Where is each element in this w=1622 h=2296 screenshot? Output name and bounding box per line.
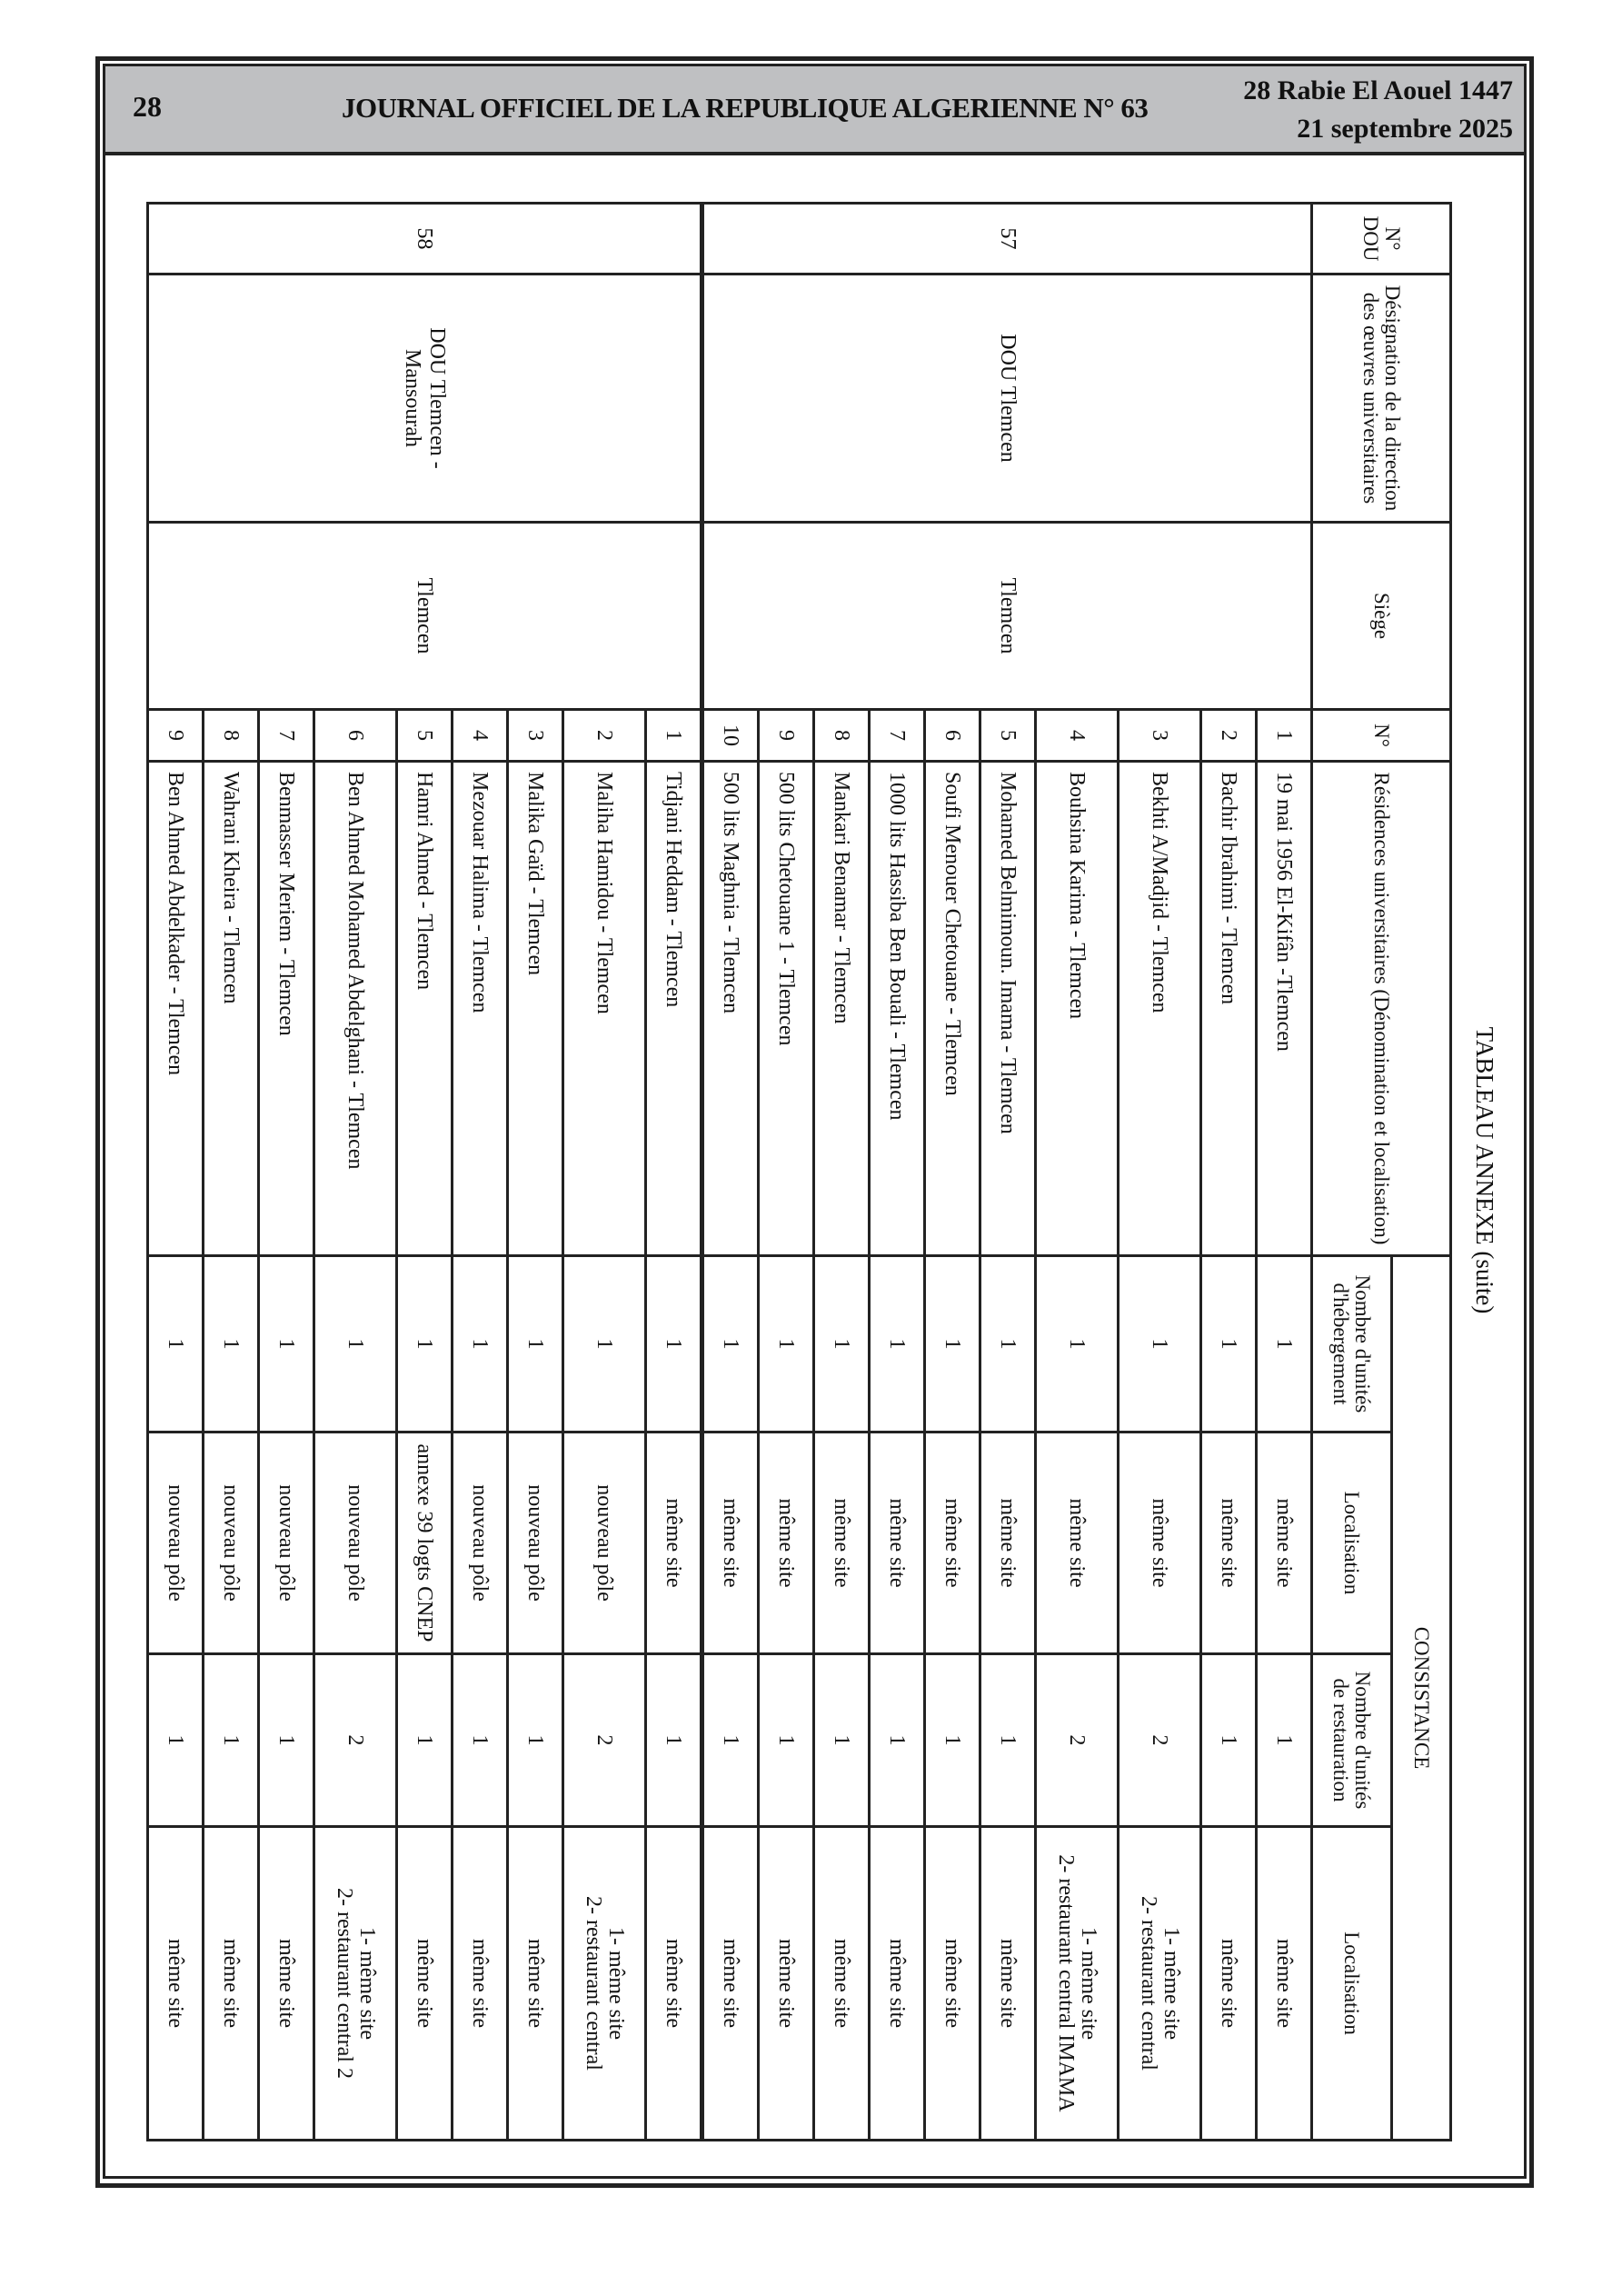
restauration-location: [453, 1827, 508, 2141]
restauration-location-line: même site: [219, 1939, 244, 2028]
col-header-consistance: CONSISTANCE: [1392, 1256, 1451, 2141]
table-row: [646, 204, 702, 2141]
restauration-location: [870, 1827, 925, 2141]
restauration-location: [646, 1827, 702, 2141]
restauration-count: 1: [1201, 1654, 1257, 1827]
residence-name: Mohamed Belmimoun. Imama - Tlemcen: [980, 762, 1036, 1256]
hebergement-location: nouveau pôle: [563, 1433, 646, 1654]
col-header-dou-no: N° DOU: [1312, 204, 1451, 275]
restauration-location-line: même site: [719, 1939, 743, 2028]
hebergement-count: 1: [314, 1256, 397, 1433]
residence-number: 2: [1201, 710, 1257, 762]
hebergement-count: 1: [814, 1256, 870, 1433]
table-row: [1257, 204, 1312, 2141]
dou-siege: Tlemcen: [148, 523, 702, 710]
restauration-count: 1: [759, 1654, 814, 1827]
residence-name: 500 lits Maghnia - Tlemcen: [702, 762, 759, 1256]
hebergement-count: 1: [1036, 1256, 1119, 1433]
residence-number: 4: [1036, 710, 1119, 762]
annex-table: [146, 202, 1452, 2141]
residence-number: 1: [646, 710, 702, 762]
hebergement-count: 1: [646, 1256, 702, 1433]
restauration-location-line: 2- restaurant central 2: [333, 1888, 356, 2079]
restauration-count: 1: [259, 1654, 314, 1827]
restauration-location: [259, 1827, 314, 2141]
restauration-location: [814, 1827, 870, 2141]
residence-number: 7: [259, 710, 314, 762]
residence-name: Malika Gaïd - Tlemcen: [508, 762, 563, 1256]
restauration-count: 2: [1119, 1654, 1201, 1827]
hebergement-count: 1: [508, 1256, 563, 1433]
hebergement-location: même site: [759, 1433, 814, 1654]
col-header-siege: Siège: [1312, 523, 1451, 710]
residence-number: 9: [759, 710, 814, 762]
restauration-count: 1: [814, 1654, 870, 1827]
restauration-location-line: 2- restaurant central: [582, 1896, 605, 2071]
restauration-location-line: même site: [774, 1939, 799, 2028]
dou-designation: DOU Tlemcen: [702, 275, 1312, 523]
restauration-location-line: même site: [996, 1939, 1020, 2028]
residence-number: 2: [563, 710, 646, 762]
hebergement-location: nouveau pôle: [314, 1433, 397, 1654]
restauration-location-line: même site: [468, 1939, 493, 2028]
hebergement-count: 1: [925, 1256, 980, 1433]
hijri-date: 28 Rabie El Aouel 1447: [1243, 75, 1513, 105]
restauration-location-line: même site: [413, 1939, 437, 2028]
residence-name: Hamri Ahmed - Tlemcen: [397, 762, 453, 1256]
restauration-location: [1201, 1827, 1257, 2141]
hebergement-count: 1: [148, 1256, 204, 1433]
residence-number: 5: [397, 710, 453, 762]
residence-number: 10: [702, 710, 759, 762]
issue-date: [1243, 72, 1513, 148]
page-number: 28: [133, 90, 162, 123]
restauration-location-line: même site: [940, 1939, 965, 2028]
restauration-location-line: 2- restaurant central: [1137, 1896, 1160, 2071]
col-header-no: N°: [1312, 710, 1451, 762]
residence-name: Soufi Menouer Chetouane - Tlemcen: [925, 762, 980, 1256]
residence-name: Wahrani Kheira - Tlemcen: [204, 762, 259, 1256]
hebergement-location: même site: [870, 1433, 925, 1654]
residence-number: 9: [148, 710, 204, 762]
restauration-location: [148, 1827, 204, 2141]
hebergement-location: même site: [1036, 1433, 1119, 1654]
col-header-nb-restauration: Nombre d'unités de restauration: [1312, 1654, 1392, 1827]
col-header-nb-hebergement: Nombre d'unités d'hébergement: [1312, 1256, 1392, 1433]
restauration-location: [980, 1827, 1036, 2141]
residence-name: Bouhsina Karima - Tlemcen: [1036, 762, 1119, 1256]
rotated-annex-table: [147, 202, 1510, 2139]
hebergement-location: même site: [814, 1433, 870, 1654]
hebergement-location: même site: [925, 1433, 980, 1654]
residence-name: Benmasser Meriem - Tlemcen: [259, 762, 314, 1256]
hebergement-count: 1: [453, 1256, 508, 1433]
residence-name: Mankari Benamar - Tlemcen: [814, 762, 870, 1256]
restauration-count: 2: [563, 1654, 646, 1827]
restauration-location-line: même site: [164, 1939, 188, 2028]
restauration-location-line: même site: [885, 1939, 910, 2028]
hebergement-location: nouveau pôle: [204, 1433, 259, 1654]
residence-name: Bekhti A/Madjid - Tlemcen: [1119, 762, 1201, 1256]
col-header-loc-hebergement: Localisation: [1312, 1433, 1392, 1654]
hebergement-location: même site: [646, 1433, 702, 1654]
residence-number: 5: [980, 710, 1036, 762]
restauration-count: 1: [870, 1654, 925, 1827]
restauration-location-line: même site: [523, 1939, 548, 2028]
residence-name: 1000 lits Hassiba Ben Bouali - Tlemcen: [870, 762, 925, 1256]
gregorian-date: 21 septembre 2025: [1297, 114, 1513, 144]
restauration-count: 1: [702, 1654, 759, 1827]
restauration-location-line: même site: [1272, 1939, 1297, 2028]
restauration-location-line: 1- même site: [1159, 1927, 1183, 2040]
restauration-location-line: même site: [830, 1939, 854, 2028]
hebergement-location: même site: [980, 1433, 1036, 1654]
restauration-count: 1: [148, 1654, 204, 1827]
hebergement-location: même site: [1119, 1433, 1201, 1654]
restauration-location-line: même site: [1217, 1939, 1241, 2028]
restauration-count: 2: [314, 1654, 397, 1827]
residence-number: 6: [314, 710, 397, 762]
residence-name: Mezouar Halima - Tlemcen: [453, 762, 508, 1256]
restauration-location: [759, 1827, 814, 2141]
table-title: TABLEAU ANNEXE (suite): [1471, 1026, 1498, 1314]
residence-number: 4: [453, 710, 508, 762]
residence-name: 19 mai 1956 El-Kifân -Tlemcen: [1257, 762, 1312, 1256]
restauration-location-line: 1- même site: [1077, 1927, 1100, 2040]
restauration-count: 1: [1257, 1654, 1312, 1827]
residence-number: 3: [1119, 710, 1201, 762]
hebergement-count: 1: [1201, 1256, 1257, 1433]
hebergement-count: 1: [980, 1256, 1036, 1433]
restauration-location: [314, 1827, 397, 2141]
residence-number: 7: [870, 710, 925, 762]
col-header-loc-restauration: Localisation: [1312, 1827, 1392, 2141]
restauration-count: 1: [925, 1654, 980, 1827]
restauration-count: 1: [204, 1654, 259, 1827]
restauration-location-line: 1- même site: [355, 1927, 379, 2040]
residence-number: 8: [814, 710, 870, 762]
residence-number: 3: [508, 710, 563, 762]
col-header-residences: Résidences universitaires (Dénomination et localisation): [1312, 762, 1451, 1256]
residence-number: 1: [1257, 710, 1312, 762]
residence-name: Bachir Ibrahimi - Tlemcen: [1201, 762, 1257, 1256]
restauration-location: [563, 1827, 646, 2141]
restauration-location: [204, 1827, 259, 2141]
restauration-location: [508, 1827, 563, 2141]
restauration-location-line: même site: [662, 1939, 686, 2028]
residence-name: Maliha Hamidou - Tlemcen: [563, 762, 646, 1256]
restauration-count: 1: [646, 1654, 702, 1827]
residence-number: 8: [204, 710, 259, 762]
restauration-location-line: même site: [274, 1939, 299, 2028]
restauration-location: [397, 1827, 453, 2141]
hebergement-count: 1: [563, 1256, 646, 1433]
restauration-location: [702, 1827, 759, 2141]
col-header-designation: Désignation de la direction des œuvres universitaires: [1312, 275, 1451, 523]
hebergement-count: 1: [1119, 1256, 1201, 1433]
restauration-location-line: 2- restaurant central IMAMA: [1054, 1854, 1078, 2112]
hebergement-count: 1: [259, 1256, 314, 1433]
residence-name: Ben Ahmed Abdelkader - Tlemcen: [148, 762, 204, 1256]
residence-name: Tidjani Heddam - Tlemcen: [646, 762, 702, 1256]
hebergement-location: nouveau pôle: [453, 1433, 508, 1654]
restauration-count: 1: [508, 1654, 563, 1827]
restauration-location: [925, 1827, 980, 2141]
hebergement-location: même site: [1257, 1433, 1312, 1654]
dou-siege: Tlemcen: [702, 523, 1312, 710]
restauration-count: 1: [980, 1654, 1036, 1827]
journal-title: JOURNAL OFFICIEL DE LA REPUBLIQUE ALGERIENNE N° 63: [342, 92, 1149, 124]
restauration-count: 2: [1036, 1654, 1119, 1827]
residence-number: 6: [925, 710, 980, 762]
restauration-count: 1: [397, 1654, 453, 1827]
hebergement-count: 1: [759, 1256, 814, 1433]
hebergement-location: nouveau pôle: [508, 1433, 563, 1654]
dou-number: 58: [148, 204, 702, 275]
restauration-location: [1257, 1827, 1312, 2141]
dou-designation: DOU Tlemcen - Mansourah: [148, 275, 702, 523]
hebergement-location: nouveau pôle: [148, 1433, 204, 1654]
restauration-location-line: 1- même site: [604, 1927, 628, 2040]
hebergement-count: 1: [204, 1256, 259, 1433]
hebergement-location: même site: [702, 1433, 759, 1654]
residence-name: Ben Ahmed Mohamed Abdelghani - Tlemcen: [314, 762, 397, 1256]
restauration-count: 1: [453, 1654, 508, 1827]
hebergement-location: annexe 39 logts CNEP: [397, 1433, 453, 1654]
dou-number: 57: [702, 204, 1312, 275]
table-body: [148, 204, 1312, 2141]
restauration-location: [1119, 1827, 1201, 2141]
hebergement-location: même site: [1201, 1433, 1257, 1654]
residence-name: 500 lits Chetouane 1 - Tlemcen: [759, 762, 814, 1256]
hebergement-count: 1: [397, 1256, 453, 1433]
hebergement-count: 1: [1257, 1256, 1312, 1433]
hebergement-count: 1: [702, 1256, 759, 1433]
journal-header: [105, 66, 1524, 155]
hebergement-location: nouveau pôle: [259, 1433, 314, 1654]
hebergement-count: 1: [870, 1256, 925, 1433]
restauration-location: [1036, 1827, 1119, 2141]
